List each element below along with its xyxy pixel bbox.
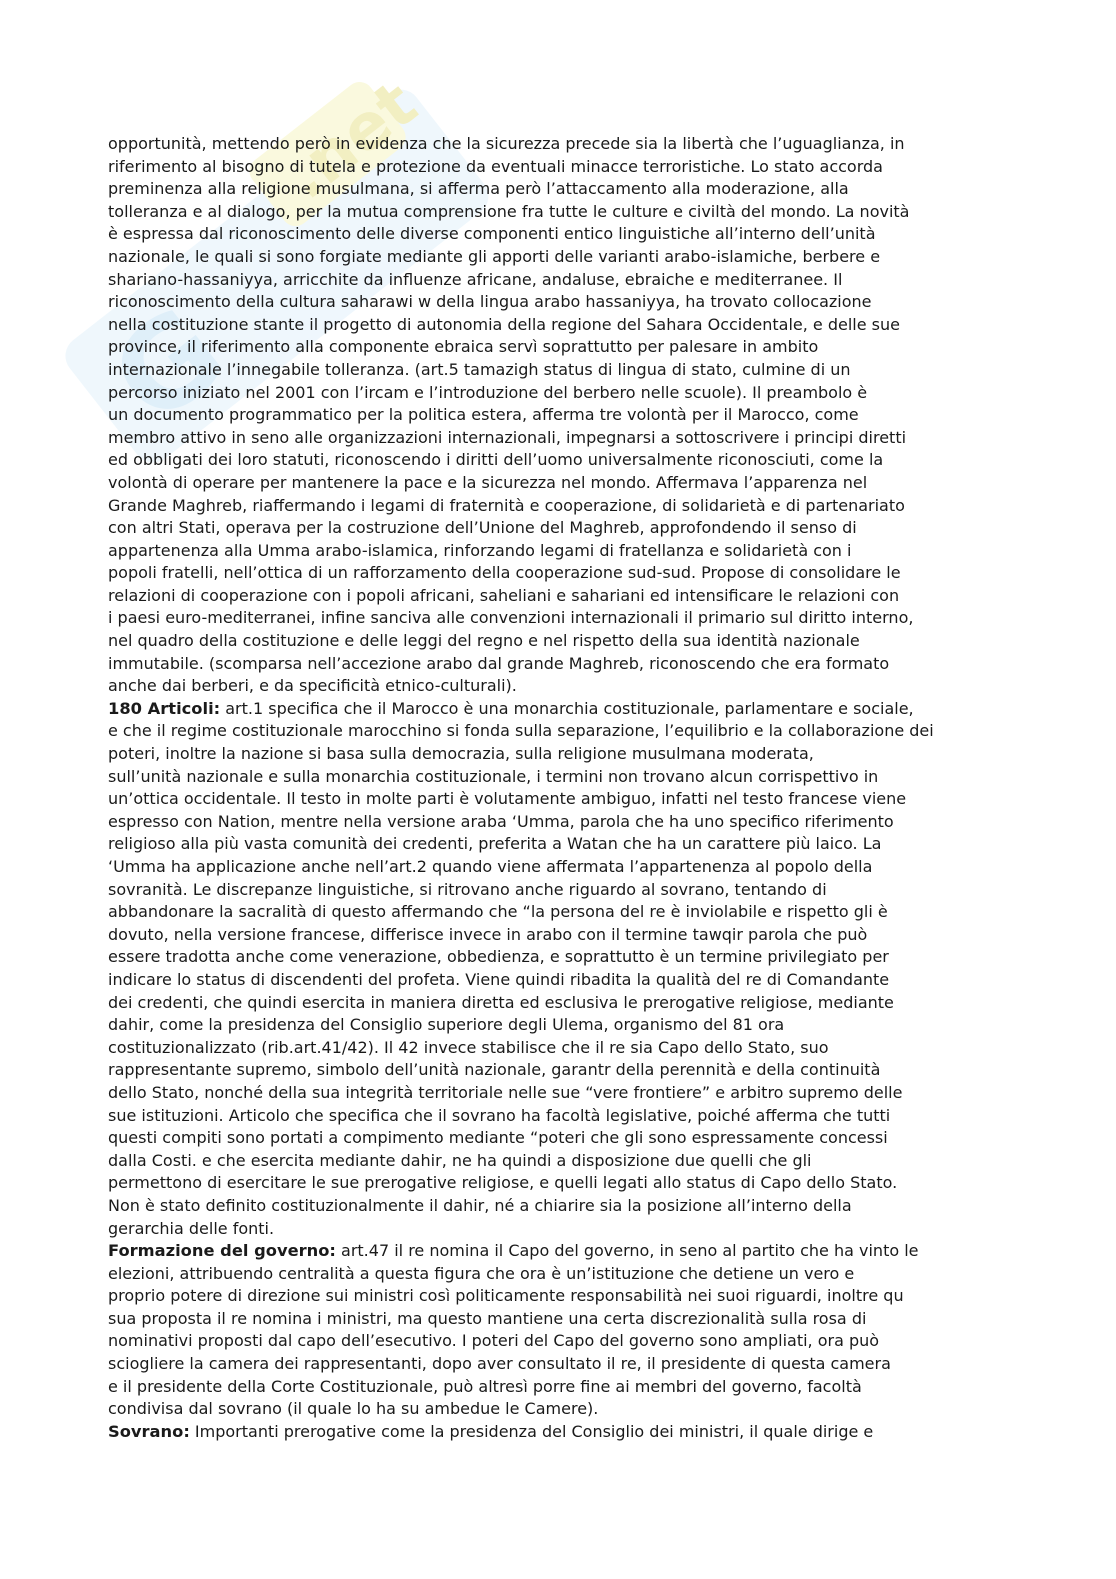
line-text: un documento programmatico per la politica estera, afferma tre volontà per il Marocco, come bbox=[108, 405, 859, 425]
svg-text:G: G bbox=[87, 281, 251, 452]
text-line bbox=[108, 1330, 1018, 1353]
line-text: anche dai berberi, e da specificità etnico-culturali). bbox=[108, 676, 517, 696]
line-text: riferimento al bisogno di tutela e protezione da eventuali minacce terroristiche. Lo stato accorda bbox=[108, 156, 883, 176]
text-line bbox=[108, 449, 1018, 472]
line-text: relazioni di cooperazione con i popoli africani, saheliani e sahariani ed intensificare le relazioni con bbox=[108, 585, 900, 605]
line-text: immutabile. (scomparsa nell’accezione arabo dal grande Maghreb, riconoscendo che era formato bbox=[108, 653, 890, 673]
line-text: volontà di operare per mantenere la pace e la sicurezza nel mondo. Affermava l’apparenza nel bbox=[108, 472, 868, 492]
text-line bbox=[108, 653, 1018, 676]
line-text: province, il riferimento alla componente ebraica servì soprattutto per palesare in ambito bbox=[108, 337, 819, 357]
line-text: nazionale, le quali si sono forgiate mediante gli apporti delle varianti arabo-islamiche, berbere e bbox=[108, 246, 881, 266]
line-text: dahir, come la presidenza del Consiglio superiore degli Ulema, organismo del 81 ora bbox=[108, 1015, 785, 1035]
line-text: essere tradotta anche come venerazione, obbedienza, e soprattutto è un termine privilegiato per bbox=[108, 947, 889, 967]
text-line bbox=[108, 607, 1018, 630]
line-text: sull’unità nazionale e sulla monarchia costituzionale, i termini non trovano alcun corrispettivo in bbox=[108, 766, 879, 786]
line-text: appartenenza alla Umma arabo-islamica, rinforzando legami di fratellanza e solidarietà con i bbox=[108, 540, 852, 560]
text-line bbox=[108, 675, 1018, 698]
text-line bbox=[108, 246, 1018, 269]
text-line bbox=[108, 1127, 1018, 1150]
text-line bbox=[108, 201, 1018, 224]
line-text: ed obbligati dei loro statuti, riconoscendo i diritti dell’uomo universalmente riconosciuti, come la bbox=[108, 450, 884, 470]
line-text: dello Stato, nonché della sua integrità territoriale nelle sue “vere frontiere” e arbitro supremo delle bbox=[108, 1082, 903, 1102]
text-line bbox=[108, 133, 1018, 156]
line-text: sovranità. Le discrepanze linguistiche, si ritrovano anche riguardo al sovrano, tentando di bbox=[108, 879, 827, 899]
text-line bbox=[108, 1285, 1018, 1308]
text-line bbox=[108, 698, 1018, 721]
line-text: shariano-hassaniyya, arricchite da influenze africane, andaluse, ebraiche e mediterranee. Il bbox=[108, 269, 843, 289]
line-text: art.47 il re nomina il Capo del governo, in seno al partito che ha vinto le bbox=[335, 1241, 919, 1261]
section-heading: 180 Articoli: bbox=[108, 698, 221, 718]
text-line bbox=[108, 720, 1018, 743]
text-line bbox=[108, 178, 1018, 201]
text-line bbox=[108, 1037, 1018, 1060]
text-line bbox=[108, 1263, 1018, 1286]
text-line bbox=[108, 811, 1018, 834]
line-text: gerarchia delle fonti. bbox=[108, 1218, 275, 1238]
line-text: sua proposta il re nomina i ministri, ma questo mantiene una certa discrezionalità sulla rosa di bbox=[108, 1308, 867, 1328]
line-text: espresso con Nation, mentre nella versione araba ‘Umma, parola che ha uno specifico riferimento bbox=[108, 811, 894, 831]
text-line bbox=[108, 472, 1018, 495]
text-line bbox=[108, 517, 1018, 540]
text-line bbox=[108, 1150, 1018, 1173]
text-line bbox=[108, 540, 1018, 563]
text-line bbox=[108, 743, 1018, 766]
text-line bbox=[108, 969, 1018, 992]
line-text: popoli fratelli, nell’ottica di un rafforzamento della cooperazione sud-sud. Propose di consolidare le bbox=[108, 563, 901, 583]
line-text: permettono di esercitare le sue prerogative religiose, e quelli legati allo status di Capo dello Stato. bbox=[108, 1173, 898, 1193]
line-text: preminenza alla religione musulmana, si afferma però l’attaccamento alla moderazione, alla bbox=[108, 179, 849, 199]
line-text: sciogliere la camera dei rappresentanti, dopo aver consultato il re, il presidente di questa camera bbox=[108, 1354, 891, 1374]
line-text: dovuto, nella versione francese, differisce invece in arabo con il termine tawqir parola che può bbox=[108, 924, 868, 944]
text-line bbox=[108, 856, 1018, 879]
text-line bbox=[108, 1376, 1018, 1399]
line-text: con altri Stati, operava per la costruzione dell’Unione del Maghreb, approfondendo il senso di bbox=[108, 518, 857, 538]
line-text: opportunità, mettendo però in evidenza che la sicurezza precede sia la libertà che l’uguaglianza, in bbox=[108, 134, 905, 153]
line-text: un’ottica occidentale. Il testo in molte parti è volutamente ambiguo, infatti nel testo francese viene bbox=[108, 789, 907, 809]
text-line bbox=[108, 766, 1018, 789]
line-text: Non è stato definito costituzionalmente il dahir, né a chiarire sia la posizione all’interno della bbox=[108, 1195, 852, 1215]
line-text: membro attivo in seno alle organizzazioni internazionali, impegnarsi a sottoscrivere i principi diretti bbox=[108, 427, 907, 447]
line-text: nominativi proposti dal capo dell’esecutivo. I poteri del Capo del governo sono ampliati, ora può bbox=[108, 1331, 880, 1351]
text-line bbox=[108, 1105, 1018, 1128]
line-text: indicare lo status di discendenti del profeta. Viene quindi ribadita la qualità del re di Comandante bbox=[108, 969, 890, 989]
line-text: tolleranza e al dialogo, per la mutua comprensione fra tutte le culture e civiltà del mondo. La novità bbox=[108, 201, 910, 221]
line-text: e il presidente della Corte Costituzionale, può altresì porre fine ai membri del governo, facoltà bbox=[108, 1376, 862, 1396]
text-line bbox=[108, 1082, 1018, 1105]
text-line bbox=[108, 1195, 1018, 1218]
text-line bbox=[108, 1059, 1018, 1082]
line-text: i paesi euro-mediterranei, infine sanciva alle convenzioni internazionali il primario sul diritto interno, bbox=[108, 608, 914, 628]
text-line bbox=[108, 1218, 1018, 1241]
text-line bbox=[108, 427, 1018, 450]
line-text: dei credenti, che quindi esercita in maniera diretta ed esclusiva le prerogative religiose, mediante bbox=[108, 992, 894, 1012]
line-text: percorso iniziato nel 2001 con l’ircam e l’introduzione del berbero nelle scuole). Il preambolo è bbox=[108, 382, 868, 402]
text-line bbox=[108, 223, 1018, 246]
text-line bbox=[108, 1353, 1018, 1376]
text-line bbox=[108, 269, 1018, 292]
line-text: rappresentante supremo, simbolo dell’unità nazionale, garantr della perennità e della continuità bbox=[108, 1060, 881, 1080]
line-text: condivisa dal sovrano (il quale lo ha su ambedue le Camere). bbox=[108, 1399, 599, 1419]
line-text: internazionale l’innegabile tolleranza. (art.5 tamazigh status di lingua di stato, culmine di un bbox=[108, 359, 851, 379]
line-text: abbandonare la sacralità di questo affermando che “la persona del re è inviolabile e rispetto gli è bbox=[108, 902, 888, 922]
text-line bbox=[108, 291, 1018, 314]
line-text: Grande Maghreb, riaffermando i legami di fraternità e cooperazione, di solidarietà e di partenariato bbox=[108, 495, 905, 515]
text-line bbox=[108, 924, 1018, 947]
line-text: ‘Umma ha applicazione anche nell’art.2 quando viene affermata l’appartenenza al popolo della bbox=[108, 857, 873, 876]
svg-text:.net: .net bbox=[271, 67, 431, 215]
line-text: questi compiti sono portati a compimento mediante “poteri che gli sono espressamente concessi bbox=[108, 1128, 888, 1148]
line-text: nella costituzione stante il progetto di autonomia della regione del Sahara Occidentale, e delle sue bbox=[108, 314, 900, 334]
text-line bbox=[108, 630, 1018, 653]
text-line bbox=[108, 585, 1018, 608]
line-text: costituzionalizzato (rib.art.41/42). Il 42 invece stabilisce che il re sia Capo dello Stato, suo bbox=[108, 1037, 829, 1057]
text-line bbox=[108, 946, 1018, 969]
line-text: e che il regime costituzionale marocchino si fonda sulla separazione, l’equilibrio e la collaborazione dei bbox=[108, 721, 934, 741]
text-line bbox=[108, 359, 1018, 382]
text-line bbox=[108, 1014, 1018, 1037]
line-text: è espressa dal riconoscimento delle diverse componenti entico linguistiche all’interno dell’unità bbox=[108, 224, 876, 244]
text-line bbox=[108, 382, 1018, 405]
line-text: proprio potere di direzione sui ministri così politicamente responsabilità nei suoi riguardi, inoltre qu bbox=[108, 1286, 904, 1306]
document-body bbox=[108, 133, 1018, 1443]
text-line bbox=[108, 156, 1018, 179]
section-heading: Formazione del governo: bbox=[108, 1241, 336, 1261]
line-text: poteri, inoltre la nazione si basa sulla democrazia, sulla religione musulmana moderata, bbox=[108, 744, 814, 764]
line-text: nel quadro della costituzione e delle leggi del regno e nel rispetto della sua identità nazionale bbox=[108, 631, 860, 651]
text-line bbox=[108, 1308, 1018, 1331]
text-line bbox=[108, 495, 1018, 518]
text-line bbox=[108, 992, 1018, 1015]
section-heading: Sovrano: bbox=[108, 1421, 190, 1441]
text-line bbox=[108, 1421, 1018, 1444]
line-text: art.1 specifica che il Marocco è una monarchia costituzionale, parlamentare e sociale, bbox=[220, 698, 914, 718]
text-line bbox=[108, 404, 1018, 427]
text-line bbox=[108, 336, 1018, 359]
text-line bbox=[108, 833, 1018, 856]
text-line bbox=[108, 879, 1018, 902]
text-line bbox=[108, 1172, 1018, 1195]
line-text: Importanti prerogative come la presidenza del Consiglio dei ministri, il quale dirige e bbox=[189, 1421, 874, 1441]
text-line bbox=[108, 901, 1018, 924]
text-line bbox=[108, 788, 1018, 811]
text-line bbox=[108, 1240, 1018, 1263]
line-text: sue istituzioni. Articolo che specifica che il sovrano ha facoltà legislative, poiché afferma che tutti bbox=[108, 1105, 891, 1125]
text-line bbox=[108, 314, 1018, 337]
line-text: dalla Costi. e che esercita mediante dahir, ne ha quindi a disposizione due quelli che gli bbox=[108, 1150, 812, 1170]
line-text: religioso alla più vasta comunità dei credenti, preferita a Watan che ha un carattere più laico. La bbox=[108, 834, 882, 854]
text-line bbox=[108, 1398, 1018, 1421]
line-text: elezioni, attribuendo centralità a questa figura che ora è un’istituzione che detiene un vero e bbox=[108, 1263, 855, 1283]
text-line bbox=[108, 562, 1018, 585]
line-text: riconoscimento della cultura saharawi w della lingua arabo hassaniyya, ha trovato collocazione bbox=[108, 292, 872, 312]
